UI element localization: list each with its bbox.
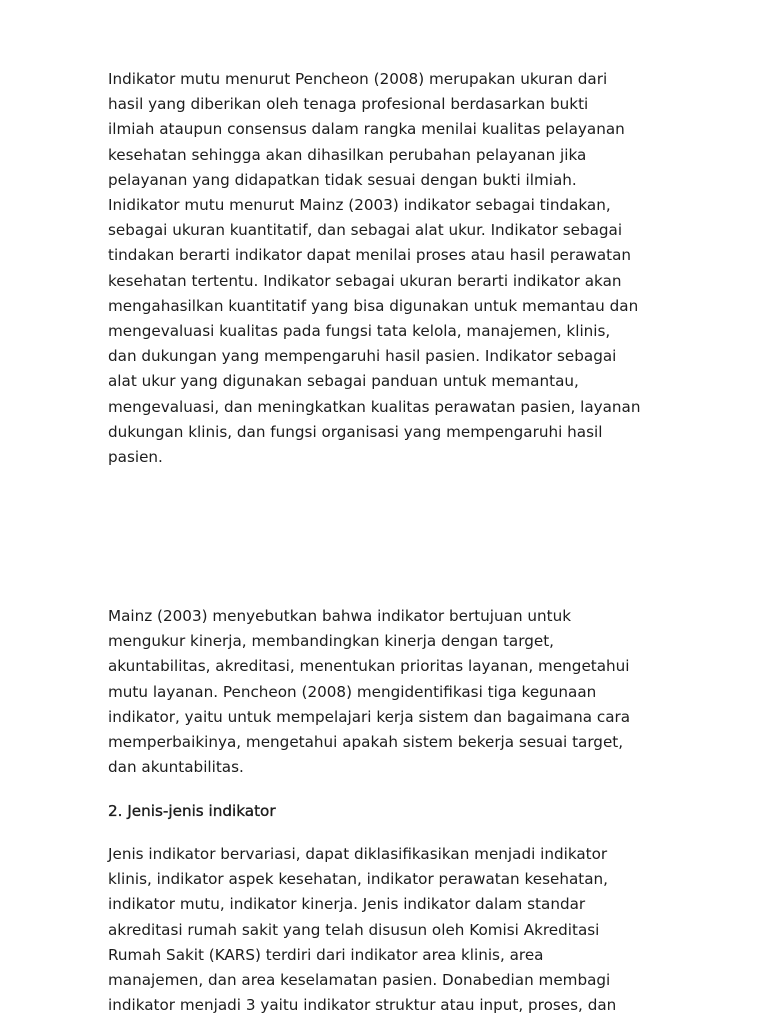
section-heading-indicator-types: 2. Jenis-jenis indikator [108,802,276,820]
text-line: Rumah Sakit (KARS) terdiri dari indikator area klinis, area [108,945,544,964]
text-line: Mainz (2003) menyebutkan bahwa indikator bertujuan untuk [108,607,572,625]
text-line: mengahasilkan kuantitatif yang bisa digunakan untuk memantau dan [108,296,639,315]
text-line: kesehatan sehingga akan dihasilkan perubahan pelayanan jika [108,145,587,164]
text-line: mengevaluasi kualitas pada fungsi tata kelola, manajemen, klinis, [108,322,611,341]
text-line: tindakan berarti indikator dapat menilai proses atau hasil perawatan [108,246,632,265]
text-line: kesehatan tertentu. Indikator sebagai ukuran berarti indikator akan [108,271,622,290]
text-line: mengevaluasi, dan meningkatkan kualitas perawatan pasien, layanan [108,397,641,416]
text-line: hasil yang diberikan oleh tenaga profesional berdasarkan bukti [108,95,589,114]
text-line: pelayanan yang didapatkan tidak sesuai dengan bukti ilmiah. [108,170,577,189]
text-line: Indikator mutu menurut Pencheon (2008) merupakan ukuran dari [108,70,608,88]
text-line: akreditasi rumah sakit yang telah disusun oleh Komisi Akreditasi [108,920,600,939]
text-line: indikator mutu, indikator kinerja. Jenis indikator dalam standar [108,895,586,914]
text-line: dan dukungan yang mempengaruhi hasil pasien. Indikator sebagai [108,347,617,366]
text-line: Inidikator mutu menurut Mainz (2003) indikator sebagai tindakan, [108,196,611,215]
text-line: manajemen, dan area keselamatan pasien. Donabedian membagi [108,971,611,990]
text-line: indikator, yaitu untuk mempelajari kerja sistem dan bagaimana cara [108,707,631,726]
text-line: alat ukur yang digunakan sebagai panduan untuk memantau, [108,372,579,391]
text-line: sebagai ukuran kuantitatif, dan sebagai alat ukur. Indikator sebagai [108,221,623,240]
text-line: indikator menjadi 3 yaitu indikator struktur atau input, proses, dan [108,996,617,1015]
text-line: pasien. [108,448,163,467]
text-line: dukungan klinis, dan fungsi organisasi yang mempengaruhi hasil [108,422,603,441]
text-line: ilmiah ataupun consensus dalam rangka menilai kualitas pelayanan [108,120,625,139]
text-line: mengukur kinerja, membandingkan kinerja dengan target, [108,632,554,651]
text-line: memperbaikinya, mengetahui apakah sistem bekerja sesuai target, [108,733,624,752]
paragraph-indicator-types [108,842,616,1018]
text-line: Jenis indikator bervariasi, dapat diklasifikasikan menjadi indikator [108,845,608,863]
text-line: akuntabilitas, akreditasi, menentukan prioritas layanan, mengetahui [108,657,630,676]
text-line: dan akuntabilitas. [108,758,244,777]
text-line: klinis, indikator aspek kesehatan, indikator perawatan kesehatan, [108,870,608,889]
paragraph-quality-indicator-definition [108,67,640,470]
text-line: mutu layanan. Pencheon (2008) mengidentifikasi tiga kegunaan [108,682,597,701]
paragraph-indicator-purpose [108,604,630,780]
